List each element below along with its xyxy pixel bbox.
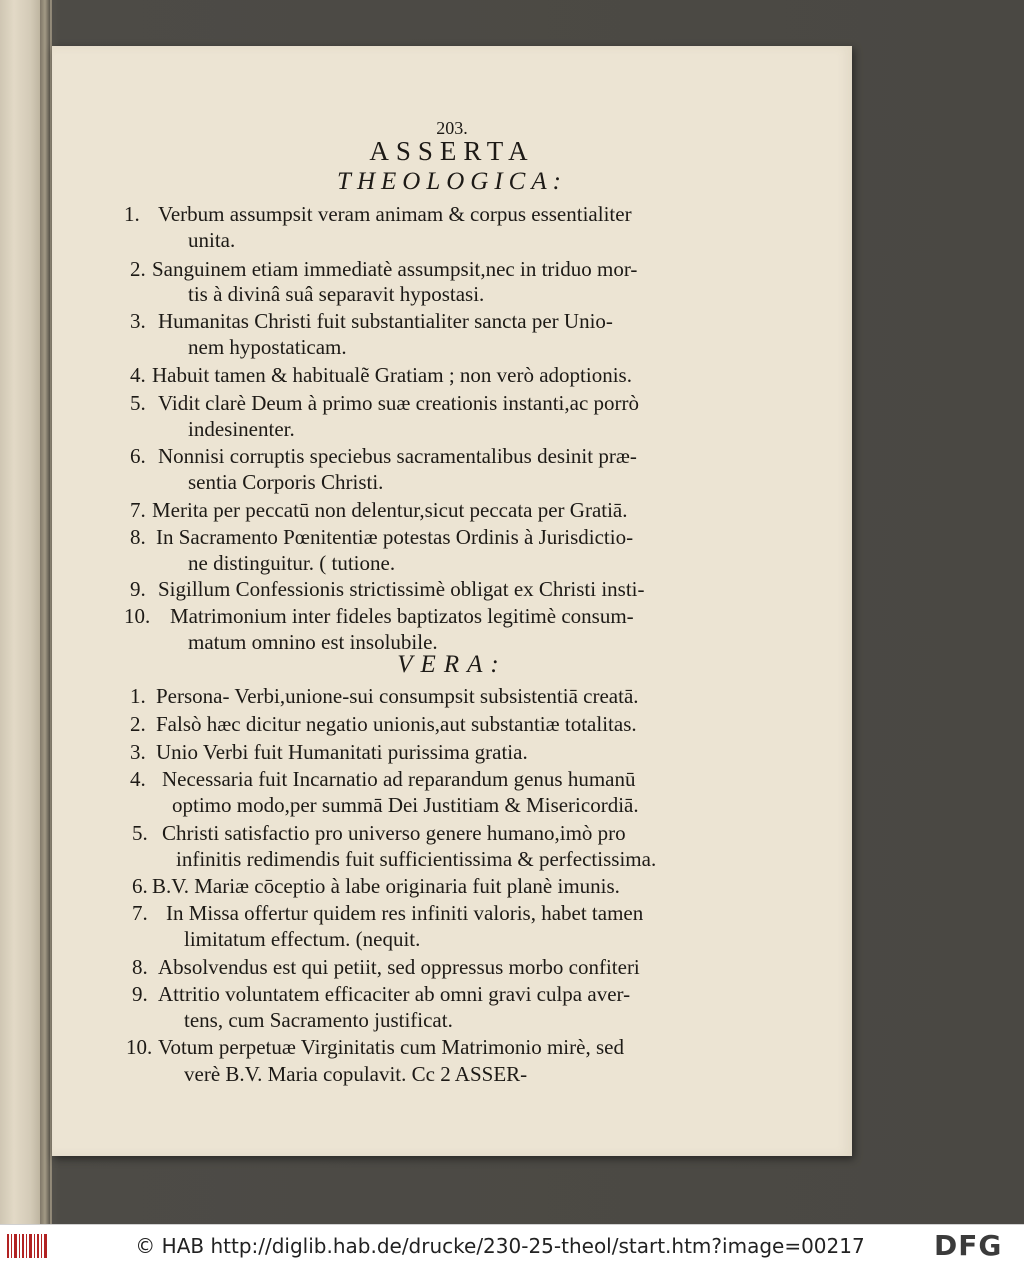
item-number: 6. <box>132 874 148 898</box>
list-item-line: matum omnino est insolubile. <box>188 630 438 654</box>
section-title-theologica: THEOLOGICA: <box>337 168 567 195</box>
footer-bar <box>0 1224 1024 1266</box>
list-item-line: Attritio voluntatem efficaciter ab omni gravi culpa aver- <box>158 982 631 1006</box>
item-number: 5. <box>130 391 146 415</box>
item-number: 8. <box>132 955 148 979</box>
section-title-vera: VERA: <box>397 651 507 678</box>
list-item-line: Persona- Verbi,unione-sui consumpsit subsistentiā creatā. <box>156 684 639 708</box>
item-number: 7. <box>130 498 146 522</box>
source-link[interactable]: © HAB http://diglib.hab.de/drucke/230-25-theol/start.htm?image=00217 <box>135 1234 865 1258</box>
list-item-line: Humanitas Christi fuit substantialiter sancta per Unio- <box>158 309 613 333</box>
list-item-line: In Missa offertur quidem res infiniti valoris, habet tamen <box>166 901 644 925</box>
list-item-line: tens, cum Sacramento justificat. <box>184 1008 453 1032</box>
list-item-line: nem hypostaticam. <box>188 335 347 359</box>
item-number: 10. <box>124 604 151 628</box>
list-item-line: indesinenter. <box>188 417 295 441</box>
dfg-logo: DFG <box>934 1229 1003 1262</box>
item-number: 5. <box>132 821 148 845</box>
list-item-line: unita. <box>188 228 236 252</box>
page-title: ASSERTA <box>369 136 535 166</box>
list-item-line: Sanguinem etiam immediatè assumpsit,nec in triduo mor- <box>152 257 638 281</box>
item-number: 2. <box>130 712 146 736</box>
list-item-line: infinitis redimendis fuit sufficientissima & perfectissima. <box>176 847 657 871</box>
list-item-line: B.V. Mariæ cōceptio à labe originaria fuit planè imunis. <box>152 874 620 898</box>
item-number: 10. <box>126 1035 153 1059</box>
book-page <box>52 46 852 1156</box>
list-item-line: Christi satisfactio pro universo genere humano,imò pro <box>162 821 626 845</box>
item-number: 4. <box>130 363 146 387</box>
item-number: 8. <box>130 525 146 549</box>
item-number: 9. <box>132 982 148 1006</box>
item-number: 1. <box>130 684 146 708</box>
page-number: 203. <box>436 118 468 138</box>
item-number: 6. <box>130 444 146 468</box>
item-number: 3. <box>130 309 146 333</box>
list-item-line: Merita per peccatū non delentur,sicut peccata per Gratiā. <box>152 498 628 522</box>
list-item-line: tis à divinâ suâ separavit hypostasi. <box>188 282 485 306</box>
book-spine <box>40 0 50 1224</box>
list-item-line: Vidit clarè Deum à primo suæ creationis instanti,ac porrò <box>158 391 640 415</box>
list-item-line: Falsò hæc dicitur negatio unionis,aut substantiæ totalitas. <box>156 712 637 736</box>
list-item-line: Necessaria fuit Incarnatio ad reparandum genus humanū <box>162 767 636 791</box>
list-item-line: Unio Verbi fuit Humanitati purissima gratia. <box>156 740 528 764</box>
catchword-line: verè B.V. Maria copulavit. Cc 2 ASSER- <box>184 1062 528 1086</box>
item-number: 7. <box>132 901 148 925</box>
barcode-icon <box>6 1232 48 1260</box>
list-item-line: optimo modo,per summā Dei Justitiam & Misericordiā. <box>172 793 639 817</box>
item-number: 3. <box>130 740 146 764</box>
item-number: 2. <box>130 257 146 281</box>
list-item-line: Nonnisi corruptis speciebus sacramentalibus desinit præ- <box>158 444 637 468</box>
item-number: 1. <box>124 202 140 226</box>
list-item-line: limitatum effectum. (nequit. <box>184 927 421 951</box>
item-number: 4. <box>130 767 146 791</box>
list-item-line: In Sacramento Pœnitentiæ potestas Ordinis à Jurisdictio- <box>156 525 634 549</box>
list-item-line: ne distinguitur. ( tutione. <box>188 551 396 575</box>
list-item-line: sentia Corporis Christi. <box>188 470 384 494</box>
list-item-line: Verbum assumpsit veram animam & corpus essentialiter <box>158 202 632 226</box>
list-item-line: Habuit tamen & habitualẽ Gratiam ; non verò adoptionis. <box>152 363 632 387</box>
list-item-line: Votum perpetuæ Virginitatis cum Matrimonio mirè, sed <box>158 1035 624 1059</box>
list-item-line: Matrimonium inter fideles baptizatos legitimè consum- <box>170 604 634 628</box>
list-item-line: Absolvendus est qui petiit, sed oppressus morbo confiteri <box>158 955 640 979</box>
list-item-line: Sigillum Confessionis strictissimè obligat ex Christi insti- <box>158 577 645 601</box>
item-number: 9. <box>130 577 146 601</box>
